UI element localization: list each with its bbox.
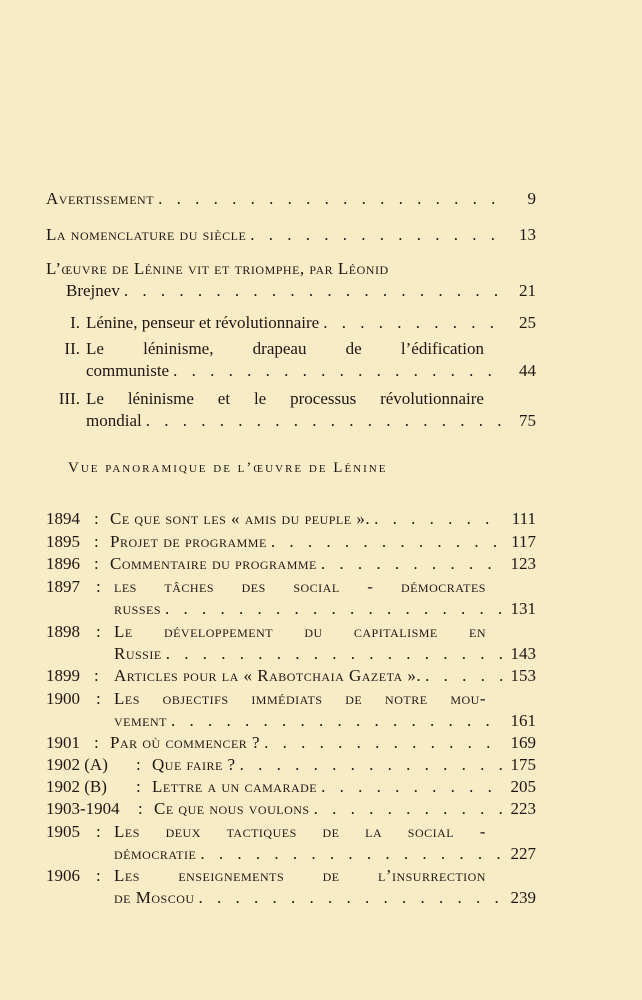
work-1897-title-line2 [114,598,536,620]
dot-leader [146,410,506,432]
word: Les [114,866,140,885]
dot-leader [321,553,503,575]
dot-leader [323,312,506,334]
toc-entry-part-3-line2 [86,410,536,432]
page-number: 175 [510,755,536,774]
toc-entry-oeuvre-line2 [66,280,536,302]
work-1897-year: 1897 [46,577,80,596]
work-title: Ce que sont les « amis du peuple ». [110,509,371,528]
page-number: 13 [519,225,536,244]
year: 1899 [46,666,80,685]
work-1898-year: 1898 [46,622,80,641]
word: tâches [164,577,215,596]
entry-title: Avertissement [46,189,155,208]
word: l’insurrection [377,866,486,885]
work-entry-1894 [46,508,536,530]
word: enseignements [178,866,285,885]
page-number: 131 [510,599,536,618]
year: 1894 [46,509,80,528]
dot-leader [250,224,506,246]
word: en [468,622,486,641]
dot-leader [171,710,503,732]
page-number: 123 [510,554,536,573]
toc-entry-nomenclature [46,224,536,246]
work-1905-year: 1905 [46,822,80,841]
section-heading: Vue panoramique de l’œuvre de Lénine [68,460,388,476]
page-number: 161 [510,711,536,730]
year: 1895 [46,532,80,551]
word: de [322,866,340,885]
work-1900-title-line1 [114,688,486,710]
work-title-continued: Russie [114,644,162,663]
work-title: Commentaire du programme [110,554,317,573]
year: 1902 (B) [46,777,107,796]
year: 1901 [46,733,80,752]
work-entry-1903-1904 [46,798,536,820]
dot-leader [374,508,504,530]
word: capitalisme [353,622,438,641]
word: de [345,689,363,708]
page-number: 75 [519,411,536,430]
work-1905-title-line1 [114,821,486,843]
word: Les [114,822,140,841]
work-title: Ce que nous voulons [154,799,310,818]
work-entry-1899 [46,665,536,687]
entry-title: La nomenclature du siècle [46,225,247,244]
word: Le [114,622,133,641]
dot-leader [271,531,503,553]
dot-leader [321,776,502,798]
dot-leader [158,188,506,210]
page-number: 223 [510,799,536,818]
page-number: 44 [519,361,536,380]
dot-leader [165,598,502,620]
work-entry-1895 [46,531,536,553]
word: Les [114,689,140,708]
work-1897-colon: : [96,577,101,596]
page-number: 239 [510,888,536,907]
work-title: Lettre a un camarade [152,777,318,796]
part-number: I. [70,313,80,332]
work-1905-title-line2 [114,843,536,865]
word: les [114,577,137,596]
page-number: 227 [510,844,536,863]
work-title: Projet de programme [110,532,267,551]
dot-leader [199,887,503,909]
work-entry-1901 [46,732,536,754]
work-1906-title-line2 [114,887,536,909]
work-1906-title-line1 [114,865,486,887]
page-number: 9 [527,189,536,208]
word: notre [385,689,428,708]
word: de [322,822,340,841]
year: 1903-1904 [46,799,120,818]
dot-leader [425,665,502,687]
page-number: 117 [511,532,536,551]
colon: : [138,799,143,818]
dot-leader [166,643,503,665]
word: drapeau [252,339,307,358]
page-number: 205 [510,777,536,796]
work-1898-title-line2 [114,643,536,665]
word: la [365,822,383,841]
word: tactiques [226,822,297,841]
page-number: 25 [519,313,536,332]
part-3-number: III. [58,389,80,408]
word: léninisme, [143,339,214,358]
dot-leader [124,280,506,302]
work-1900-year: 1900 [46,689,80,708]
dot-leader [264,732,502,754]
word: démocrates [400,577,486,596]
colon: : [136,777,141,796]
word: et [217,389,231,408]
dot-leader [314,798,503,820]
work-title: Par où commencer ? [110,733,261,752]
work-1906-year: 1906 [46,866,80,885]
page-number: 169 [510,733,536,752]
year: 1896 [46,554,80,573]
word: révolutionnaire [380,389,484,408]
colon: : [94,554,99,573]
word: Le [86,389,104,408]
dot-leader [240,754,503,776]
work-1898-colon: : [96,622,101,641]
word: - [367,577,374,596]
entry-title-continued: Brejnev [66,281,120,300]
word: - [479,822,486,841]
word: social [407,822,455,841]
work-entry-1896 [46,553,536,575]
page-number: 21 [519,281,536,300]
work-entry-1902b [46,776,536,798]
colon: : [94,509,99,528]
part-2-number: II. [64,339,80,358]
colon: : [94,733,99,752]
word: deux [165,822,201,841]
work-1900-colon: : [96,689,101,708]
work-title: Que faire ? [152,755,236,774]
word: objectifs [162,689,229,708]
toc-entry-part-2-line1 [86,338,484,360]
work-1906-colon: : [96,866,101,885]
work-title: Articles pour la « Rabotchaia Gazeta ». [114,666,422,685]
work-title-continued: russes [114,599,162,618]
word: processus [290,389,357,408]
colon: : [136,755,141,774]
work-1905-colon: : [96,822,101,841]
work-entry-1902a [46,754,536,776]
word: développement [163,622,274,641]
word: social [293,577,340,596]
toc-entry-part-1 [46,312,536,334]
work-title-continued: vement [114,711,167,730]
word: l’édification [400,339,484,358]
entry-title-continued: communiste [86,361,170,380]
toc-entry-part-2-line2 [86,360,536,382]
word: immédiats [251,689,323,708]
work-title-continued: de Moscou [114,888,195,907]
dot-leader [200,843,502,865]
work-1898-title-line1 [114,621,486,643]
word: de [345,339,362,358]
word: du [304,622,323,641]
page-number: 111 [511,509,536,528]
word: mou- [450,689,486,708]
page-number: 153 [510,666,536,685]
entry-title: Lénine, penseur et révolutionnaire [86,313,320,332]
toc-entry-avertissement [46,188,536,210]
work-1897-title-line1 [114,576,486,598]
page-number: 143 [510,644,536,663]
word: léninisme [127,389,194,408]
toc-entry-part-3-line1 [86,388,484,410]
dot-leader [173,360,506,382]
entry-title-continued: mondial [86,411,142,430]
colon: : [94,532,99,551]
work-title-continued: démocratie [114,844,197,863]
word: Le [86,339,104,358]
year: 1902 (A) [46,755,108,774]
colon: : [94,666,99,685]
work-1900-title-line2 [114,710,536,732]
word: le [253,389,267,408]
word: des [241,577,266,596]
toc-entry-oeuvre-line1: L’œuvre de Lénine vit et triomphe, par Léonid [46,259,389,278]
